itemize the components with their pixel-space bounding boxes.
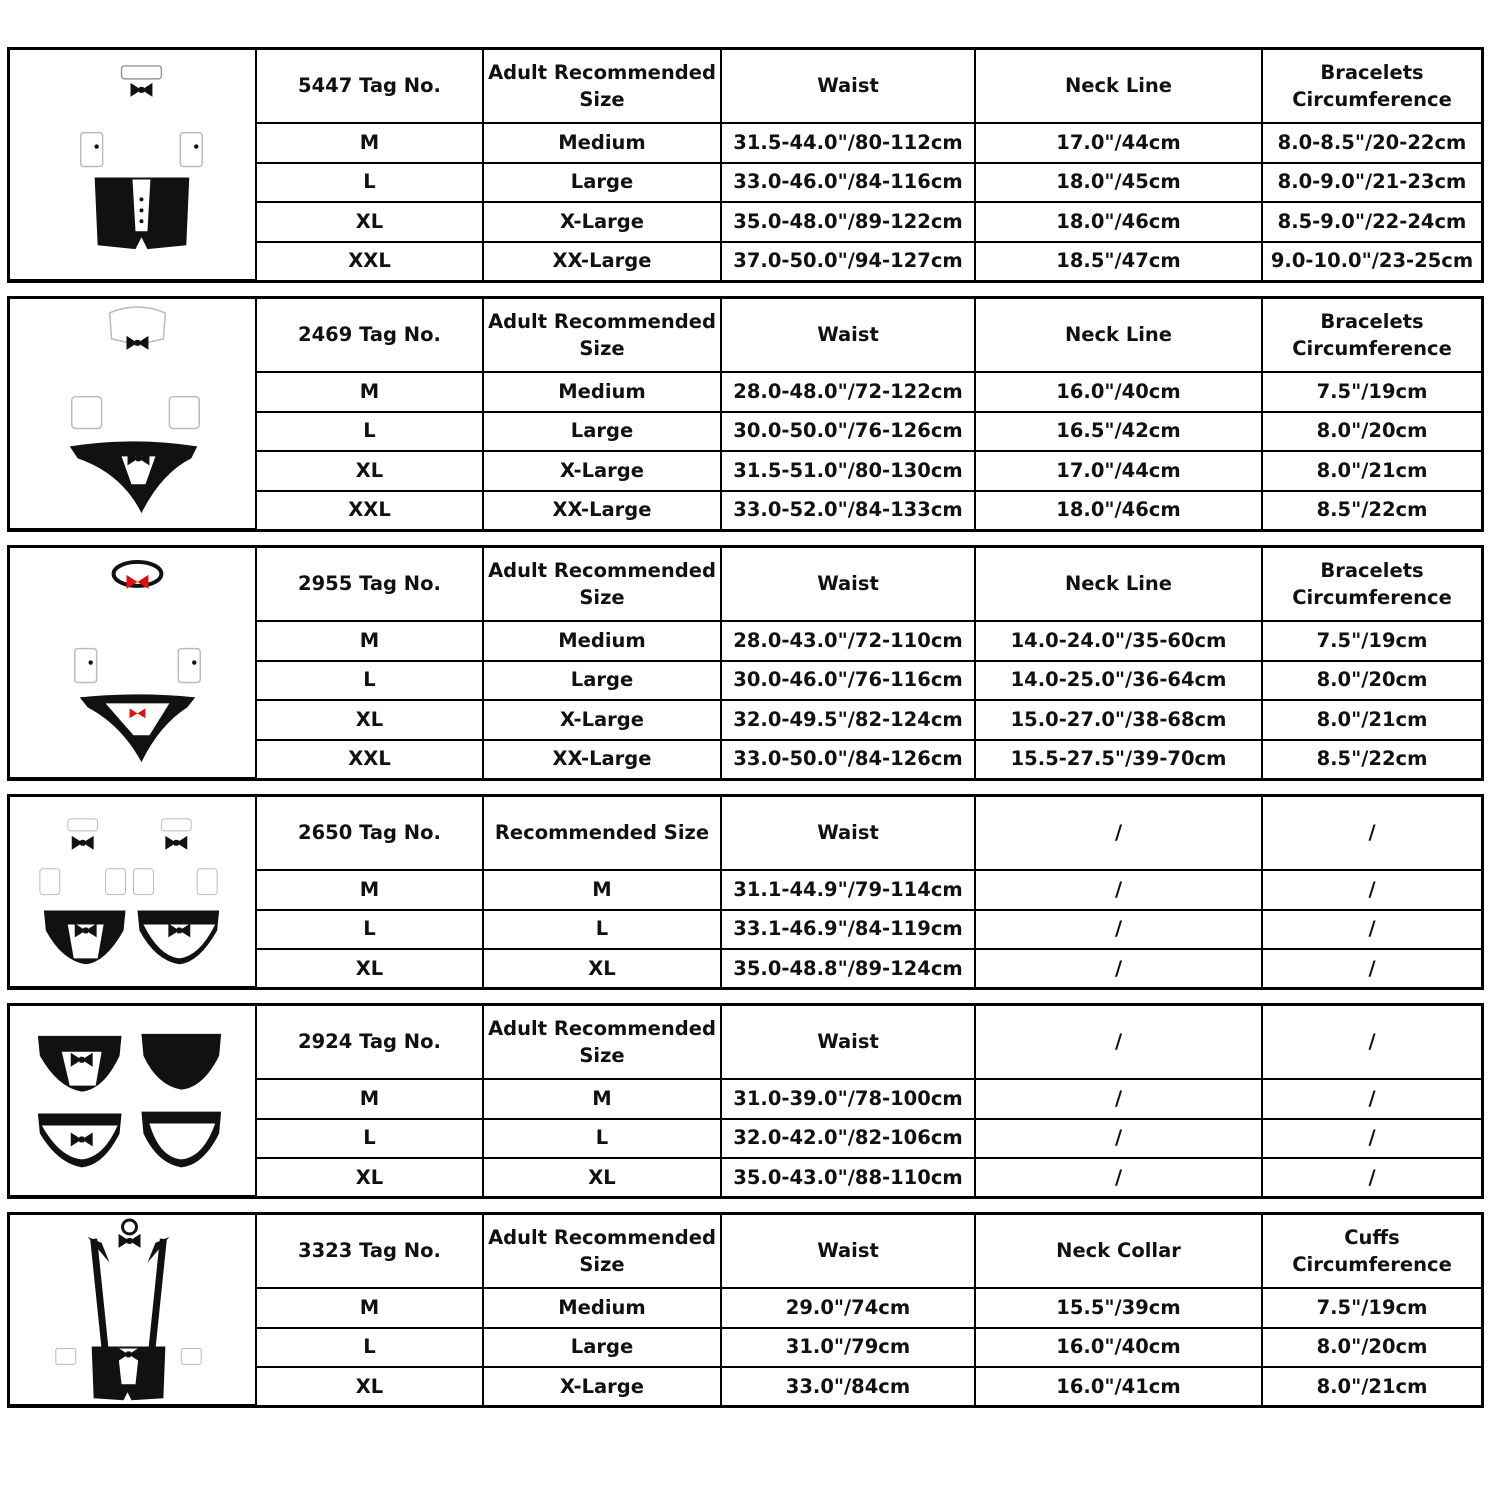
size-table-2955 [7, 545, 1484, 781]
waist-value: 33.0-52.0"/84-133cm [721, 491, 975, 529]
cuff-value: 8.5"/22cm [1262, 740, 1481, 778]
size-code: XXL [256, 242, 483, 280]
size-code: XL [256, 202, 483, 242]
neck-value: / [975, 870, 1262, 910]
size-label: Medium [483, 621, 721, 661]
cuff-header: Cuffs Circumference [1262, 1215, 1481, 1288]
cuff-value: 8.0"/20cm [1262, 1328, 1481, 1368]
waist-value: 31.5-44.0"/80-112cm [721, 123, 975, 163]
neck-value: 14.0-24.0"/35-60cm [975, 621, 1262, 661]
cuff-header: Bracelets Circumference [1262, 299, 1481, 372]
waist-header: Waist [721, 1006, 975, 1079]
neck-value: 17.0"/44cm [975, 123, 1262, 163]
cuff-value: 8.5-9.0"/22-24cm [1262, 202, 1481, 242]
cuff-value: 8.0"/21cm [1262, 451, 1481, 491]
cuff-value: 8.0-9.0"/21-23cm [1262, 163, 1481, 203]
neck-header: Neck Line [975, 299, 1262, 372]
size-header: Adult Recommended Size [483, 50, 721, 123]
size-table-3323 [7, 1212, 1484, 1408]
size-label: L [483, 1119, 721, 1159]
cuff-value: / [1262, 1079, 1481, 1119]
waist-header: Waist [721, 1215, 975, 1288]
cuff-value: 7.5"/19cm [1262, 372, 1481, 412]
size-label: M [483, 1079, 721, 1119]
size-code: XXL [256, 491, 483, 529]
size-label: Medium [483, 1288, 721, 1328]
size-header: Recommended Size [483, 797, 721, 870]
cuff-value: 8.0-8.5"/20-22cm [1262, 123, 1481, 163]
product-image-2469 [10, 299, 256, 529]
size-table-2924 [7, 1003, 1484, 1199]
cuff-value: / [1262, 1158, 1481, 1196]
size-table-2469 [7, 296, 1484, 532]
size-code: M [256, 1079, 483, 1119]
neck-value: 16.0"/41cm [975, 1367, 1262, 1405]
cuff-header: / [1262, 1006, 1481, 1079]
waist-value: 35.0-43.0"/88-110cm [721, 1158, 975, 1196]
size-label: XX-Large [483, 740, 721, 778]
neck-header: Neck Line [975, 50, 1262, 123]
waist-value: 32.0-49.5"/82-124cm [721, 700, 975, 740]
size-label: XL [483, 1158, 721, 1196]
size-header: Adult Recommended Size [483, 1215, 721, 1288]
neck-value: 18.0"/45cm [975, 163, 1262, 203]
waist-value: 31.0"/79cm [721, 1328, 975, 1368]
cuff-value: 7.5"/19cm [1262, 1288, 1481, 1328]
size-code: M [256, 870, 483, 910]
cuff-value: 8.0"/21cm [1262, 700, 1481, 740]
tag-number: 5447 Tag No. [256, 50, 483, 123]
cuff-value: / [1262, 1119, 1481, 1159]
neck-value: 16.5"/42cm [975, 412, 1262, 452]
size-code: M [256, 621, 483, 661]
size-label: Large [483, 661, 721, 701]
neck-header: / [975, 1006, 1262, 1079]
neck-value: 18.0"/46cm [975, 491, 1262, 529]
size-label: XL [483, 949, 721, 987]
size-code: L [256, 1119, 483, 1159]
neck-value: 15.0-27.0"/38-68cm [975, 700, 1262, 740]
size-code: L [256, 910, 483, 950]
cuff-value: 8.0"/21cm [1262, 1367, 1481, 1405]
size-header: Adult Recommended Size [483, 1006, 721, 1079]
waist-value: 30.0-46.0"/76-116cm [721, 661, 975, 701]
size-code: M [256, 372, 483, 412]
neck-value: 14.0-25.0"/36-64cm [975, 661, 1262, 701]
size-label: L [483, 910, 721, 950]
waist-header: Waist [721, 797, 975, 870]
neck-value: / [975, 1119, 1262, 1159]
size-code: XL [256, 451, 483, 491]
cuff-header: Bracelets Circumference [1262, 50, 1481, 123]
size-table-2650 [7, 794, 1484, 990]
cuff-value: 7.5"/19cm [1262, 621, 1481, 661]
size-code: L [256, 412, 483, 452]
size-header: Adult Recommended Size [483, 548, 721, 621]
neck-value: / [975, 949, 1262, 987]
neck-value: 18.5"/47cm [975, 242, 1262, 280]
neck-header: / [975, 797, 1262, 870]
cuff-value: / [1262, 870, 1481, 910]
neck-value: / [975, 1158, 1262, 1196]
product-image-2924 [10, 1006, 256, 1196]
size-code: L [256, 661, 483, 701]
cuff-value: / [1262, 910, 1481, 950]
cuff-value: 8.0"/20cm [1262, 661, 1481, 701]
product-image-3323 [10, 1215, 256, 1405]
neck-value: 16.0"/40cm [975, 372, 1262, 412]
waist-value: 35.0-48.8"/89-124cm [721, 949, 975, 987]
waist-value: 31.5-51.0"/80-130cm [721, 451, 975, 491]
size-code: L [256, 1328, 483, 1368]
size-code: XL [256, 949, 483, 987]
waist-value: 33.0-50.0"/84-126cm [721, 740, 975, 778]
neck-value: 15.5"/39cm [975, 1288, 1262, 1328]
size-label: Large [483, 412, 721, 452]
waist-value: 28.0-48.0"/72-122cm [721, 372, 975, 412]
neck-value: 15.5-27.5"/39-70cm [975, 740, 1262, 778]
product-image-5447 [10, 50, 256, 280]
neck-header: Neck Collar [975, 1215, 1262, 1288]
neck-value: / [975, 910, 1262, 950]
tag-number: 2924 Tag No. [256, 1006, 483, 1079]
waist-value: 28.0-43.0"/72-110cm [721, 621, 975, 661]
cuff-value: 8.5"/22cm [1262, 491, 1481, 529]
size-table-5447 [7, 47, 1484, 283]
size-label: X-Large [483, 451, 721, 491]
cuff-header: / [1262, 797, 1481, 870]
size-label: XX-Large [483, 491, 721, 529]
waist-value: 31.1-44.9"/79-114cm [721, 870, 975, 910]
waist-value: 33.1-46.9"/84-119cm [721, 910, 975, 950]
size-code: XL [256, 1158, 483, 1196]
size-code: M [256, 1288, 483, 1328]
size-code: XL [256, 1367, 483, 1405]
tag-number: 3323 Tag No. [256, 1215, 483, 1288]
waist-value: 32.0-42.0"/82-106cm [721, 1119, 975, 1159]
size-code: XXL [256, 740, 483, 778]
size-label: Large [483, 163, 721, 203]
size-label: Medium [483, 372, 721, 412]
size-label: X-Large [483, 202, 721, 242]
waist-header: Waist [721, 50, 975, 123]
waist-value: 37.0-50.0"/94-127cm [721, 242, 975, 280]
size-label: XX-Large [483, 242, 721, 280]
neck-value: 16.0"/40cm [975, 1328, 1262, 1368]
product-image-2955 [10, 548, 256, 778]
size-code: M [256, 123, 483, 163]
cuff-value: 8.0"/20cm [1262, 412, 1481, 452]
waist-value: 31.0-39.0"/78-100cm [721, 1079, 975, 1119]
waist-value: 35.0-48.0"/89-122cm [721, 202, 975, 242]
waist-header: Waist [721, 548, 975, 621]
cuff-header: Bracelets Circumference [1262, 548, 1481, 621]
waist-value: 30.0-50.0"/76-126cm [721, 412, 975, 452]
size-label: Large [483, 1328, 721, 1368]
size-label: M [483, 870, 721, 910]
waist-value: 33.0"/84cm [721, 1367, 975, 1405]
neck-value: 17.0"/44cm [975, 451, 1262, 491]
tag-number: 2955 Tag No. [256, 548, 483, 621]
size-code: XL [256, 700, 483, 740]
size-label: Medium [483, 123, 721, 163]
neck-header: Neck Line [975, 548, 1262, 621]
neck-value: / [975, 1079, 1262, 1119]
cuff-value: / [1262, 949, 1481, 987]
tag-number: 2469 Tag No. [256, 299, 483, 372]
waist-header: Waist [721, 299, 975, 372]
size-label: X-Large [483, 700, 721, 740]
tag-number: 2650 Tag No. [256, 797, 483, 870]
neck-value: 18.0"/46cm [975, 202, 1262, 242]
waist-value: 29.0"/74cm [721, 1288, 975, 1328]
product-image-2650 [10, 797, 256, 987]
size-code: L [256, 163, 483, 203]
size-label: X-Large [483, 1367, 721, 1405]
cuff-value: 9.0-10.0"/23-25cm [1262, 242, 1481, 280]
size-header: Adult Recommended Size [483, 299, 721, 372]
waist-value: 33.0-46.0"/84-116cm [721, 163, 975, 203]
